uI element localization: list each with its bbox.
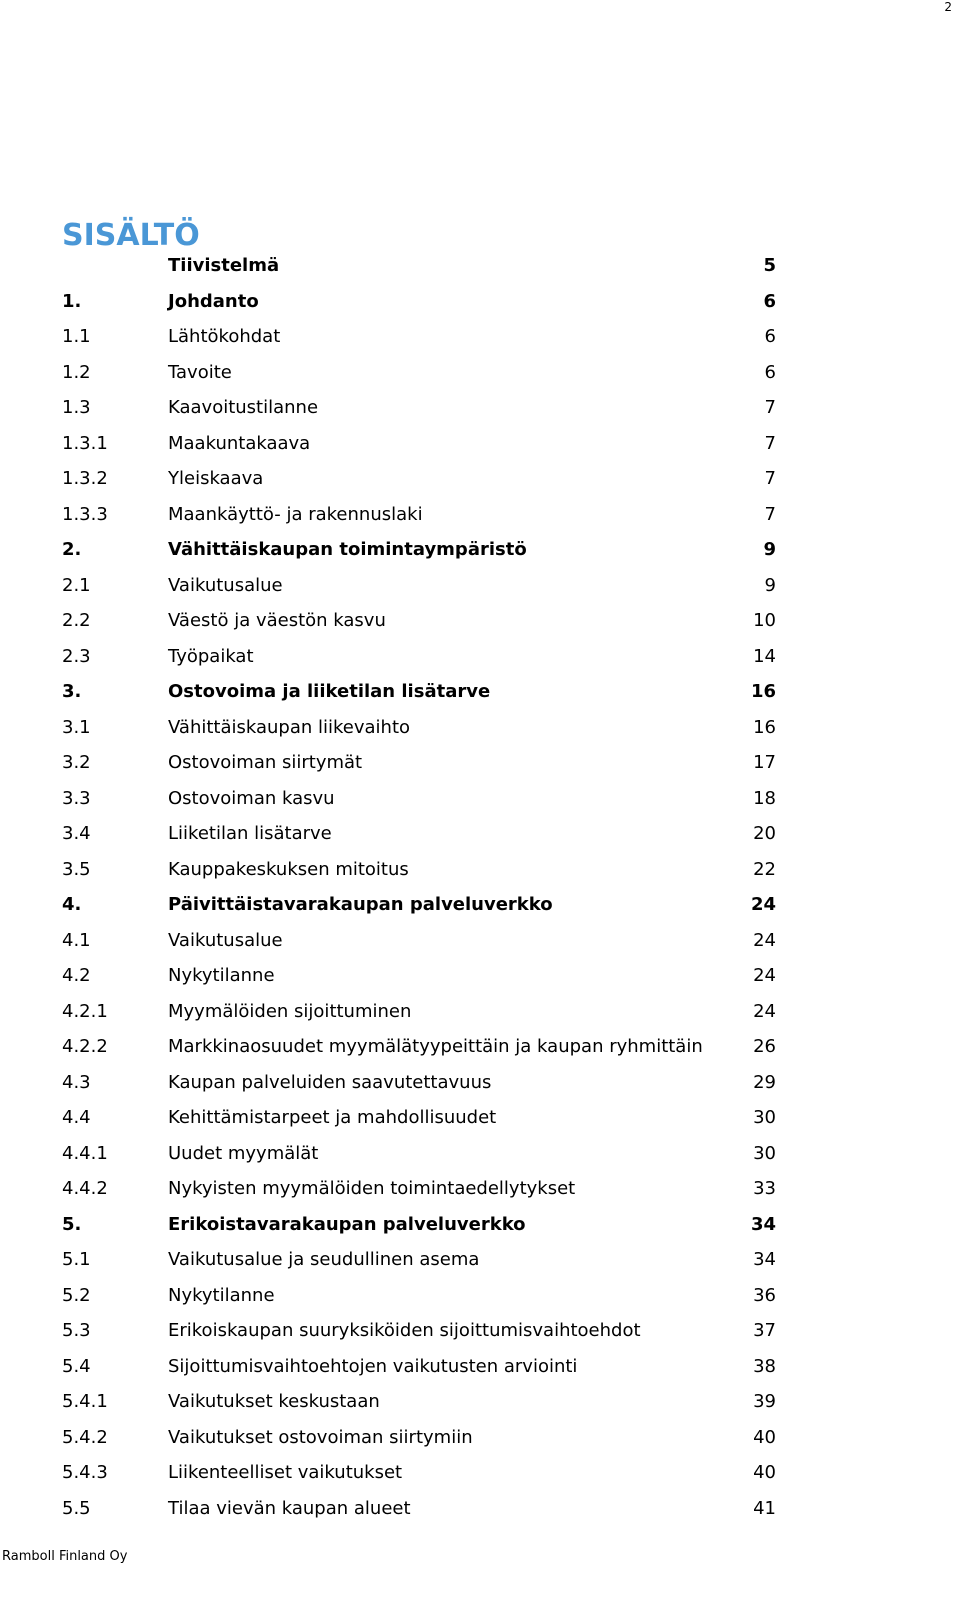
toc-entry-page: 10 bbox=[753, 610, 776, 631]
toc-entry-title: Kaavoitustilanne bbox=[168, 397, 319, 418]
toc-entry-number: 5.4 bbox=[62, 1355, 91, 1377]
toc-entry-title: Kaupan palveluiden saavutettavuus bbox=[168, 1071, 492, 1093]
toc-entry-number: 3.3 bbox=[62, 787, 91, 809]
toc-entry[interactable] bbox=[62, 1100, 776, 1136]
toc-entry-number: 4.4.1 bbox=[62, 1142, 108, 1164]
toc-entry-page: 14 bbox=[753, 645, 776, 667]
toc-entry-title: Kehittämistarpeet ja mahdollisuudet bbox=[168, 1107, 497, 1128]
toc-entry-page: 34 bbox=[753, 1249, 776, 1270]
toc-entry[interactable] bbox=[62, 426, 776, 462]
toc-entry[interactable] bbox=[62, 461, 776, 497]
toc-entry-title: Ostovoiman kasvu bbox=[168, 787, 335, 809]
toc-entry-title: Nykytilanne bbox=[168, 965, 275, 986]
toc-entry-number: 2.2 bbox=[62, 610, 91, 631]
toc-entry-number: 5.4.1 bbox=[62, 1391, 108, 1412]
toc-entry-number: 4.2.1 bbox=[62, 1000, 108, 1022]
toc-entry-title: Vähittäiskaupan liikevaihto bbox=[168, 716, 411, 738]
toc-entry-page: 26 bbox=[753, 1036, 776, 1057]
toc-entry-number: 1. bbox=[62, 290, 82, 312]
toc-entry-page: 6 bbox=[763, 290, 776, 312]
toc-entry[interactable] bbox=[62, 1313, 776, 1349]
toc-entry-title: Yleiskaava bbox=[168, 468, 264, 489]
toc-entry[interactable] bbox=[62, 1420, 776, 1456]
toc-entry[interactable] bbox=[62, 284, 776, 320]
toc-entry-title: Erikoiskaupan suuryksiköiden sijoittumisvaihtoehdot bbox=[168, 1320, 641, 1341]
toc-entry-page: 36 bbox=[753, 1284, 776, 1306]
toc-entry[interactable] bbox=[62, 958, 776, 994]
toc-entry-title: Lähtökohdat bbox=[168, 326, 281, 347]
table-of-contents bbox=[62, 248, 776, 1526]
toc-entry-title: Liiketilan lisätarve bbox=[168, 823, 332, 844]
toc-entry[interactable] bbox=[62, 1065, 776, 1101]
toc-entry[interactable] bbox=[62, 497, 776, 533]
toc-entry-number: 1.3.2 bbox=[62, 468, 108, 489]
toc-entry[interactable] bbox=[62, 1384, 776, 1420]
toc-entry-number: 5.4.2 bbox=[62, 1426, 108, 1448]
toc-entry-number: 1.2 bbox=[62, 361, 91, 383]
toc-entry[interactable] bbox=[62, 603, 776, 639]
toc-entry-page: 40 bbox=[753, 1462, 776, 1483]
toc-entry-number: 4.4 bbox=[62, 1107, 91, 1128]
toc-entry-page: 5 bbox=[763, 255, 776, 276]
toc-entry-title: Maankäyttö- ja rakennuslaki bbox=[168, 503, 423, 525]
toc-entry-page: 9 bbox=[763, 539, 776, 560]
toc-entry-page: 24 bbox=[753, 929, 776, 951]
toc-entry-page: 22 bbox=[753, 858, 776, 880]
toc-entry[interactable] bbox=[62, 639, 776, 675]
toc-entry[interactable] bbox=[62, 1029, 776, 1065]
toc-entry[interactable] bbox=[62, 816, 776, 852]
toc-entry[interactable] bbox=[62, 319, 776, 355]
toc-entry-number: 4.4.2 bbox=[62, 1178, 108, 1199]
toc-entry-title: Ostovoima ja liiketilan lisätarve bbox=[168, 681, 491, 702]
footer-company: Ramboll Finland Oy bbox=[2, 1549, 128, 1564]
toc-entry-title: Vaikutusalue ja seudullinen asema bbox=[168, 1249, 480, 1270]
toc-entry-page: 30 bbox=[753, 1142, 776, 1164]
toc-entry-page: 24 bbox=[750, 894, 776, 915]
toc-entry[interactable] bbox=[62, 781, 776, 817]
toc-entry-number: 4. bbox=[62, 894, 82, 915]
toc-entry-title: Vaikutusalue bbox=[168, 929, 283, 951]
toc-entry[interactable] bbox=[62, 1136, 776, 1172]
toc-entry-number: 3.1 bbox=[62, 716, 91, 738]
toc-entry-page: 7 bbox=[764, 397, 776, 418]
toc-entry-title: Nykyisten myymälöiden toimintaedellytykset bbox=[168, 1178, 576, 1199]
toc-entry[interactable] bbox=[62, 1491, 776, 1527]
toc-entry-title: Maakuntakaava bbox=[168, 432, 311, 454]
toc-entry-number: 3.2 bbox=[62, 752, 91, 773]
toc-entry-title: Johdanto bbox=[168, 290, 259, 312]
toc-entry-number: 5.1 bbox=[62, 1249, 91, 1270]
toc-entry-page: 9 bbox=[764, 574, 776, 596]
toc-entry-number: 3.5 bbox=[62, 858, 91, 880]
toc-entry-number: 3.4 bbox=[62, 823, 91, 844]
toc-entry-page: 38 bbox=[753, 1355, 776, 1377]
toc-entry-number: 2. bbox=[62, 539, 82, 560]
toc-entry-title: Markkinaosuudet myymälätyypeittäin ja kaupan ryhmittäin bbox=[168, 1036, 703, 1057]
toc-entry-title: Tavoite bbox=[168, 361, 232, 383]
page-number: 2 bbox=[944, 0, 952, 14]
toc-entry-title: Työpaikat bbox=[168, 645, 254, 667]
toc-entry-number: 5.5 bbox=[62, 1497, 91, 1519]
toc-entry-page: 29 bbox=[753, 1071, 776, 1093]
toc-entry-number: 5.2 bbox=[62, 1284, 91, 1306]
toc-entry[interactable] bbox=[62, 994, 776, 1030]
toc-entry-page: 34 bbox=[750, 1213, 776, 1235]
toc-entry[interactable] bbox=[62, 923, 776, 959]
toc-entry[interactable] bbox=[62, 1242, 776, 1278]
toc-entry[interactable] bbox=[62, 355, 776, 391]
toc-entry[interactable] bbox=[62, 390, 776, 426]
toc-entry-page: 30 bbox=[753, 1107, 776, 1128]
toc-entry[interactable] bbox=[62, 1207, 776, 1243]
toc-entry-number: 4.3 bbox=[62, 1071, 91, 1093]
toc-entry-page: 37 bbox=[753, 1320, 776, 1341]
toc-entry-page: 7 bbox=[764, 503, 776, 525]
toc-entry-title: Sijoittumisvaihtoehtojen vaikutusten arviointi bbox=[168, 1355, 578, 1377]
toc-entry[interactable] bbox=[62, 1455, 776, 1491]
toc-entry-number: 1.3.3 bbox=[62, 503, 108, 525]
toc-entry-page: 20 bbox=[753, 823, 776, 844]
toc-entry[interactable] bbox=[62, 710, 776, 746]
toc-entry[interactable] bbox=[62, 1349, 776, 1385]
toc-entry-title: Vaikutusalue bbox=[168, 574, 283, 596]
toc-entry-number: 2.3 bbox=[62, 645, 91, 667]
toc-title: SISÄLTÖ bbox=[62, 218, 200, 253]
toc-entry-title: Uudet myymälät bbox=[168, 1142, 319, 1164]
toc-entry[interactable] bbox=[62, 568, 776, 604]
toc-entry-page: 41 bbox=[753, 1497, 776, 1519]
toc-entry-title: Päivittäistavarakaupan palveluverkko bbox=[168, 894, 553, 915]
toc-entry[interactable] bbox=[62, 745, 776, 781]
toc-entry-page: 6 bbox=[764, 361, 776, 383]
toc-entry[interactable] bbox=[62, 532, 776, 568]
toc-entry-page: 39 bbox=[753, 1391, 776, 1412]
toc-entry-page: 7 bbox=[764, 432, 776, 454]
toc-entry-page: 16 bbox=[753, 716, 776, 738]
toc-entry[interactable] bbox=[62, 674, 776, 710]
toc-entry-title: Ostovoiman siirtymät bbox=[168, 752, 363, 773]
toc-entry-number: 1.1 bbox=[62, 326, 91, 347]
toc-entry-title: Liikenteelliset vaikutukset bbox=[168, 1462, 403, 1483]
toc-entry-page: 24 bbox=[753, 1000, 776, 1022]
toc-entry-page: 33 bbox=[753, 1178, 776, 1199]
toc-entry-title: Tiivistelmä bbox=[168, 255, 280, 276]
toc-entry[interactable] bbox=[62, 1278, 776, 1314]
toc-entry-number: 1.3 bbox=[62, 397, 91, 418]
toc-entry-number: 3. bbox=[62, 681, 82, 702]
toc-entry-number: 4.2 bbox=[62, 965, 91, 986]
toc-entry-number: 5.4.3 bbox=[62, 1462, 108, 1483]
toc-entry-number: 4.1 bbox=[62, 929, 91, 951]
toc-entry-title: Vähittäiskaupan toimintaympäristö bbox=[168, 539, 527, 560]
toc-entry-title: Tilaa vievän kaupan alueet bbox=[168, 1497, 411, 1519]
toc-entry-page: 24 bbox=[753, 965, 776, 986]
toc-entry-title: Nykytilanne bbox=[168, 1284, 275, 1306]
toc-entry-number: 5.3 bbox=[62, 1320, 91, 1341]
toc-entry-title: Vaikutukset ostovoiman siirtymiin bbox=[168, 1426, 473, 1448]
toc-entry[interactable] bbox=[62, 1171, 776, 1207]
toc-entry-page: 17 bbox=[753, 752, 776, 773]
toc-entry[interactable] bbox=[62, 248, 776, 284]
toc-entry-page: 16 bbox=[750, 681, 776, 702]
toc-entry-page: 7 bbox=[764, 468, 776, 489]
toc-entry[interactable] bbox=[62, 852, 776, 888]
toc-entry-title: Väestö ja väestön kasvu bbox=[168, 610, 386, 631]
toc-entry-title: Myymälöiden sijoittuminen bbox=[168, 1000, 412, 1022]
toc-entry-page: 40 bbox=[753, 1426, 776, 1448]
toc-entry-number: 4.2.2 bbox=[62, 1036, 108, 1057]
toc-entry-title: Erikoistavarakaupan palveluverkko bbox=[168, 1213, 526, 1235]
toc-entry-page: 18 bbox=[753, 787, 776, 809]
toc-entry-number: 5. bbox=[62, 1213, 82, 1235]
toc-entry-page: 6 bbox=[764, 326, 776, 347]
toc-entry-title: Vaikutukset keskustaan bbox=[168, 1391, 380, 1412]
toc-entry-number: 1.3.1 bbox=[62, 432, 108, 454]
toc-entry-title: Kauppakeskuksen mitoitus bbox=[168, 858, 409, 880]
toc-entry[interactable] bbox=[62, 887, 776, 923]
toc-entry-number: 2.1 bbox=[62, 574, 91, 596]
